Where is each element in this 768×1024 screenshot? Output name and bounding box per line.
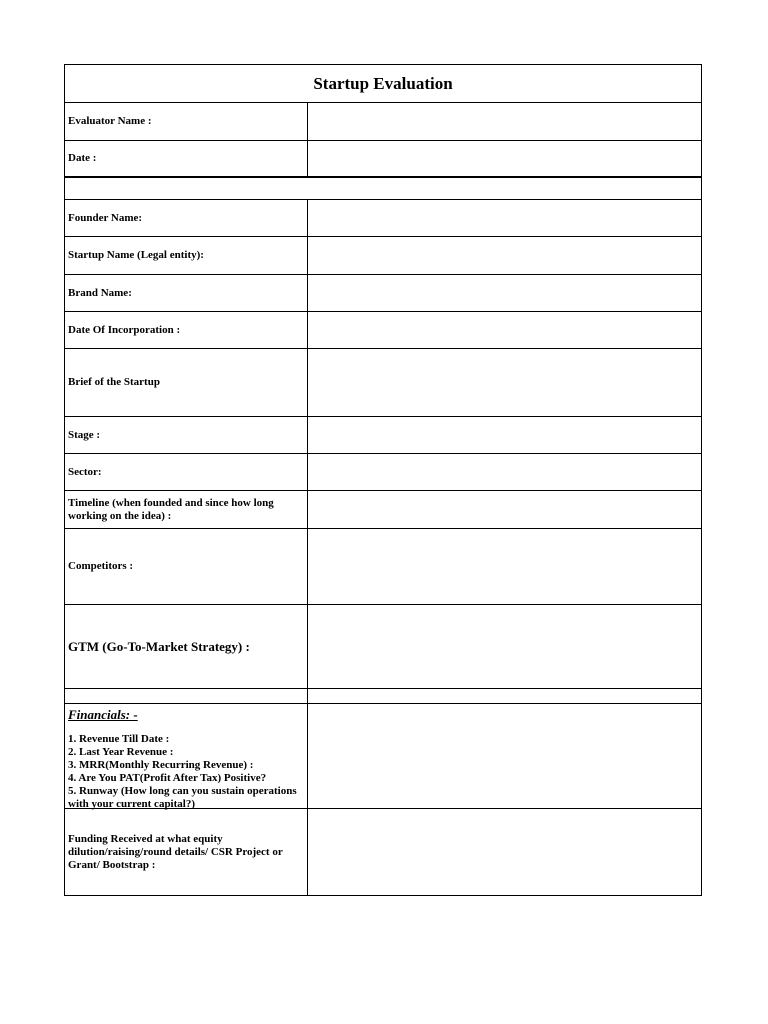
date-of-incorporation-label: Date Of Incorporation :: [65, 312, 308, 348]
funding-row: [65, 809, 701, 895]
brief-row: [65, 349, 701, 417]
spacer-row: [65, 178, 701, 200]
financials-row: [65, 704, 701, 809]
financials-item: 2. Last Year Revenue :: [68, 746, 174, 758]
date-label: Date :: [65, 141, 308, 176]
title-row: [65, 65, 701, 103]
competitors-row: [65, 529, 701, 605]
brand-name-row: [65, 275, 701, 312]
funding-field[interactable]: [308, 809, 701, 895]
gtm-field[interactable]: [308, 605, 701, 688]
stage-field[interactable]: [308, 417, 701, 453]
financials-item: 5. Runway (How long can you sustain operations with your current capital?): [68, 785, 297, 810]
date-of-incorporation-row: [65, 312, 701, 349]
brief-label: Brief of the Startup: [65, 349, 308, 416]
gtm-label: GTM (Go-To-Market Strategy) :: [65, 605, 308, 688]
gtm-row: [65, 605, 701, 689]
evaluator-name-row: [65, 103, 701, 141]
date-row: [65, 141, 701, 178]
timeline-label: Timeline (when founded and since how long working on the idea) :: [65, 491, 308, 528]
brand-name-label: Brand Name:: [65, 275, 308, 311]
founder-name-row: [65, 200, 701, 237]
date-field[interactable]: [308, 141, 701, 176]
startup-name-field[interactable]: [308, 237, 701, 274]
founder-name-label: Founder Name:: [65, 200, 308, 236]
date-of-incorporation-field[interactable]: [308, 312, 701, 348]
financials-item: 4. Are You PAT(Profit After Tax) Positive?: [68, 772, 267, 784]
founder-name-field[interactable]: [308, 200, 701, 236]
spacer-left-cell: [65, 689, 308, 703]
funding-label: Funding Received at what equity dilution/raising/round details/ CSR Project or Grant/ Bootstrap :: [65, 809, 308, 895]
startup-name-label: Startup Name (Legal entity):: [65, 237, 308, 274]
financials-label-cell: [65, 704, 308, 808]
evaluator-name-label: Evaluator Name :: [65, 103, 308, 140]
financials-heading: Financials: -: [68, 707, 138, 722]
startup-name-row: [65, 237, 701, 275]
form-title: Startup Evaluation: [313, 73, 453, 93]
stage-row: [65, 417, 701, 454]
financials-field[interactable]: [308, 704, 701, 808]
sector-field[interactable]: [308, 454, 701, 490]
sector-label: Sector:: [65, 454, 308, 490]
sector-row: [65, 454, 701, 491]
brief-field[interactable]: [308, 349, 701, 416]
competitors-field[interactable]: [308, 529, 701, 604]
financials-item: 3. MRR(Monthly Recurring Revenue) :: [68, 759, 254, 771]
financials-item: 1. Revenue Till Date :: [68, 733, 170, 745]
evaluation-form: [64, 64, 702, 896]
timeline-field[interactable]: [308, 491, 701, 528]
timeline-row: [65, 491, 701, 529]
brand-name-field[interactable]: [308, 275, 701, 311]
spacer-right-cell: [308, 689, 701, 703]
spacer-row-2: [65, 689, 701, 704]
competitors-label: Competitors :: [65, 529, 308, 604]
stage-label: Stage :: [65, 417, 308, 453]
evaluator-name-field[interactable]: [308, 103, 701, 140]
